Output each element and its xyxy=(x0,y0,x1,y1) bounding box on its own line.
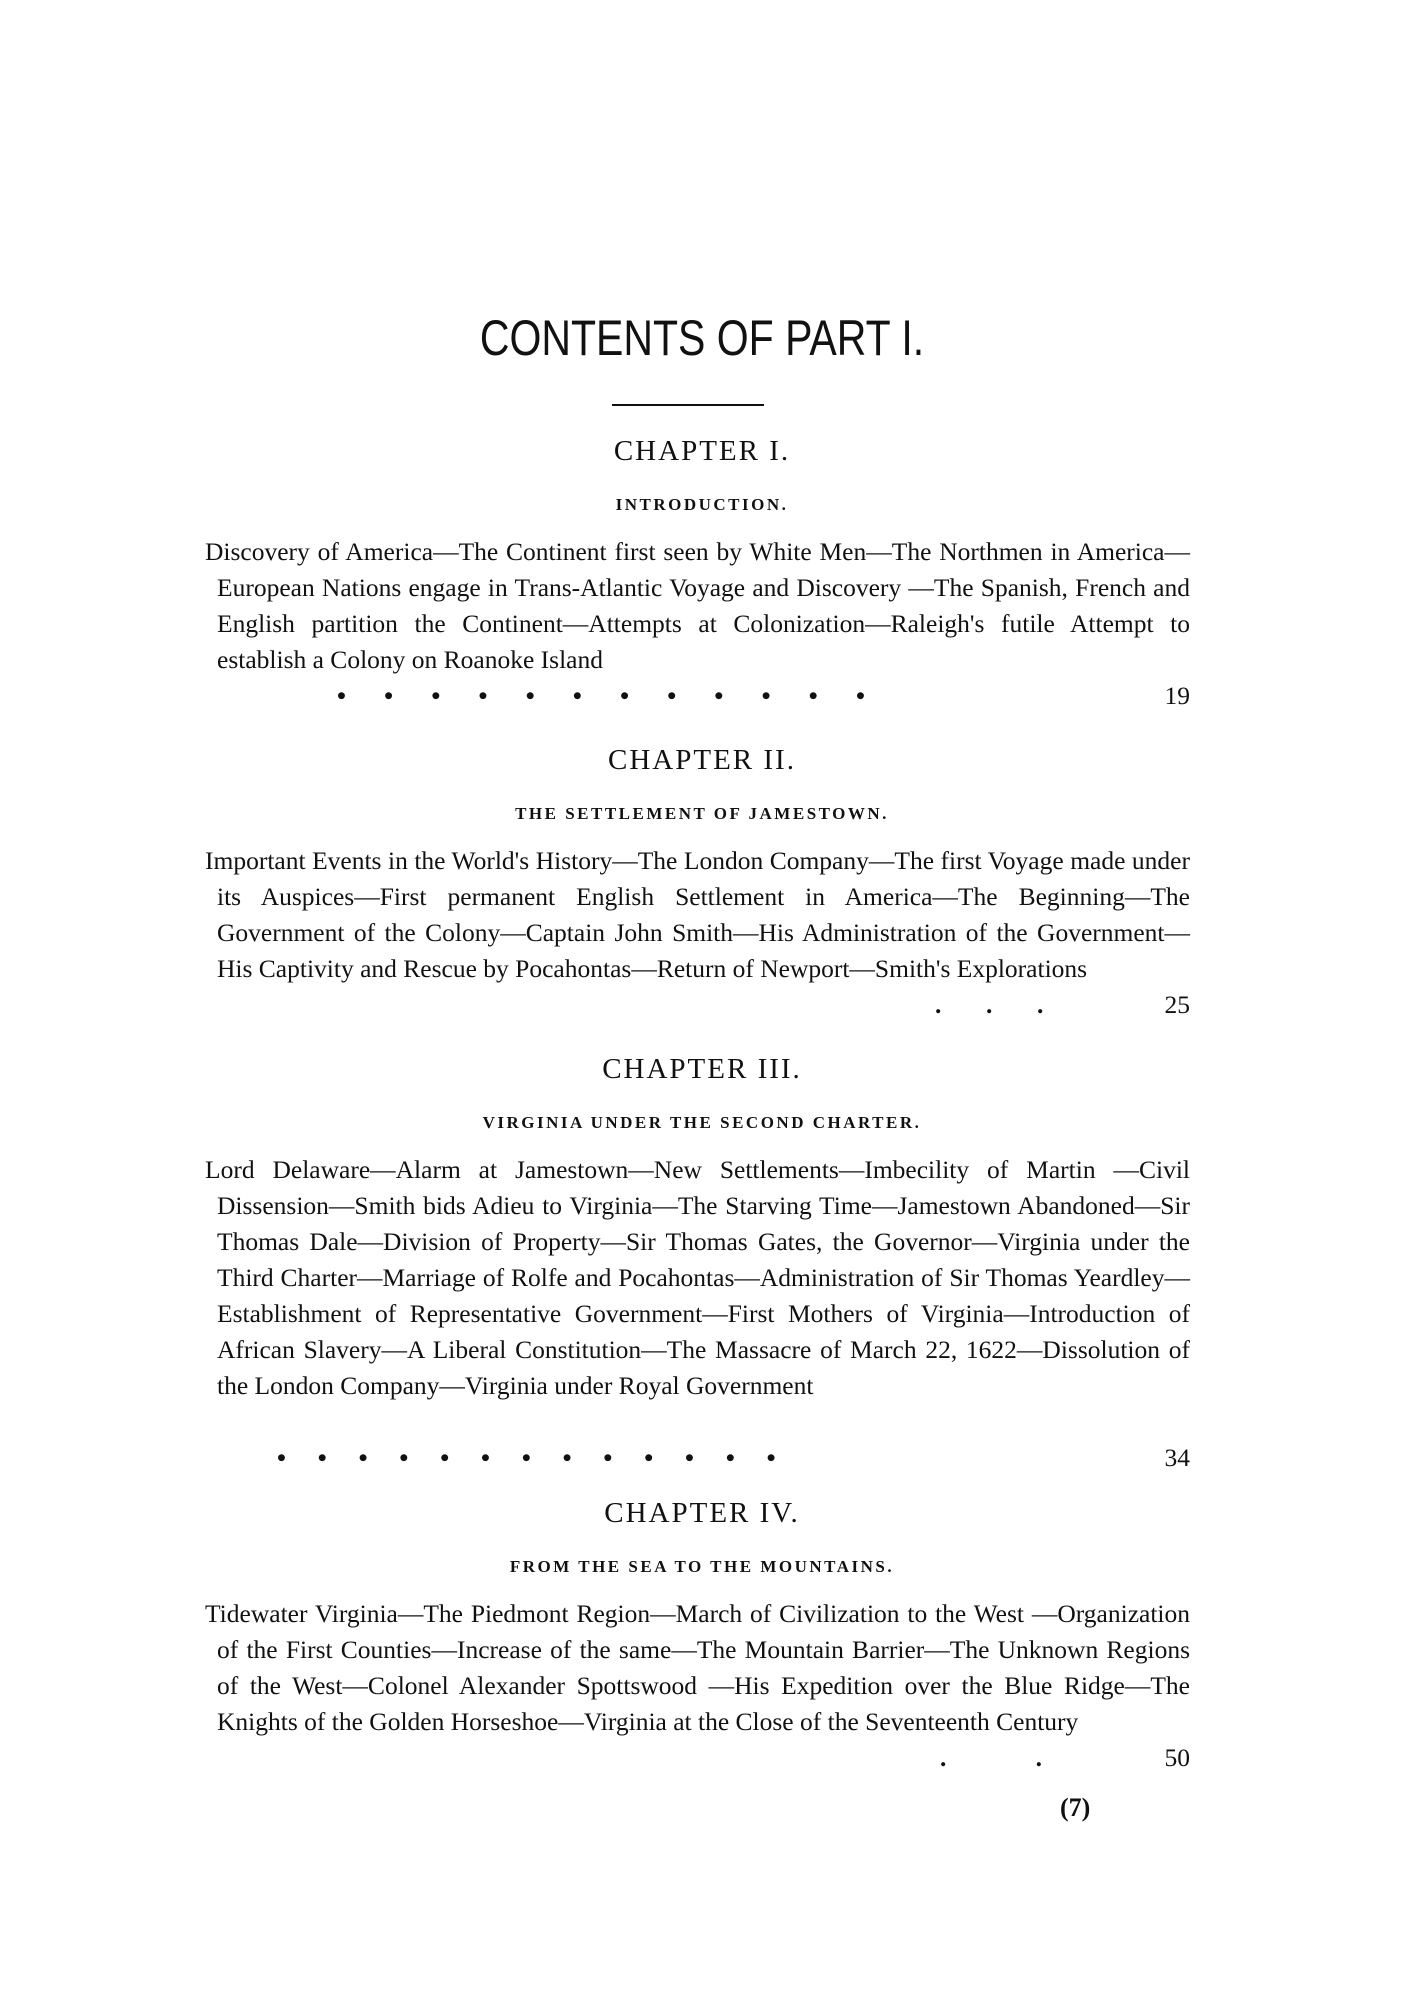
leader-dots: . . . xyxy=(935,990,1044,1019)
chapter-3-summary xyxy=(205,1152,1190,1404)
chapter-2-heading: CHAPTER II. xyxy=(608,744,796,776)
page-title: CONTENTS OF PART I. xyxy=(479,310,925,366)
chapter-4-leader xyxy=(205,1740,1190,1776)
chapter-4-summary-text: Tidewater Virginia—The Piedmont Region—March of Civilization to the West —Organization of the First Counties—Increase of the same—The Mountain Barrier—The Unknown Regions of the West—Colonel Alexander Spottswood —His Expedition over the Blue Ridge—The Knights of the Golden Horseshoe—Virginia at the Close of the Seventeenth Century xyxy=(205,1599,1190,1736)
chapter-3-summary-text: Lord Delaware—Alarm at Jamestown—New Settlements—Imbecility of Martin —Civil Dissension—Smith bids Adieu to Virginia—The Starving Time—Jamestown Abandoned—Sir Thomas Dale—Division of Property—Sir Thomas Gates, the Governor—Virginia under the Third Charter—Marriage of Rolfe and Pocahontas—Administration of Sir Thomas Yeardley—Establishment of Representative Government—First Mothers of Virginia—Introduction of African Slavery—A Liberal Constitution—The Massacre of March 22, 1622—Dissolution of the London Company—Virginia under Royal Government xyxy=(205,1155,1190,1400)
chapter-1-summary-text: Discovery of America—The Continent first seen by White Men—The Northmen in America—European Nations engage in Trans-Atlantic Voyage and Discovery —The Spanish, French and English partition the Continent—Attempts at Colonization—Raleigh's futile Attempt to establish a Colony on Roanoke Island xyxy=(205,537,1190,674)
leader-dots: . . xyxy=(940,1743,1042,1772)
chapter-3-page: 34 xyxy=(1164,1443,1190,1472)
chapter-1-summary xyxy=(205,534,1190,678)
chapter-4-page: 50 xyxy=(1164,1743,1190,1772)
chapter-2-page: 25 xyxy=(1164,990,1190,1019)
chapter-2-summary xyxy=(205,843,1190,987)
title-rule xyxy=(612,404,764,406)
chapter-4-summary xyxy=(205,1596,1190,1740)
chapter-4-subtitle: FROM THE SEA TO THE MOUNTAINS. xyxy=(509,1557,895,1576)
chapter-3-subtitle: VIRGINIA UNDER THE SECOND CHARTER. xyxy=(482,1113,922,1132)
chapter-1-leader xyxy=(205,678,1190,714)
leader-dots: • • • • • • • • • • • • • xyxy=(277,1443,776,1472)
chapter-4-heading: CHAPTER IV. xyxy=(604,1497,800,1529)
page-number: (7) xyxy=(1060,1793,1091,1822)
chapter-2-subtitle: THE SETTLEMENT OF JAMESTOWN. xyxy=(515,804,889,823)
chapter-1-heading: CHAPTER I. xyxy=(613,435,791,467)
chapter-1-page: 19 xyxy=(1164,681,1190,710)
chapter-2-leader xyxy=(205,987,1190,1023)
leader-dots: • • • • • • • • • • • • xyxy=(337,681,865,710)
chapter-1-subtitle: INTRODUCTION. xyxy=(615,495,789,514)
chapter-3-heading: CHAPTER III. xyxy=(602,1053,802,1085)
chapter-2-summary-text: Important Events in the World's History—The London Company—The first Voyage made under its Auspices—First permanent English Settlement in America—The Beginning—The Government of the Colony—Captain John Smith—His Administration of the Government—His Captivity and Rescue by Pocahontas—Return of Newport—Smith's Explorations xyxy=(205,846,1190,983)
chapter-3-leader xyxy=(205,1440,1190,1476)
